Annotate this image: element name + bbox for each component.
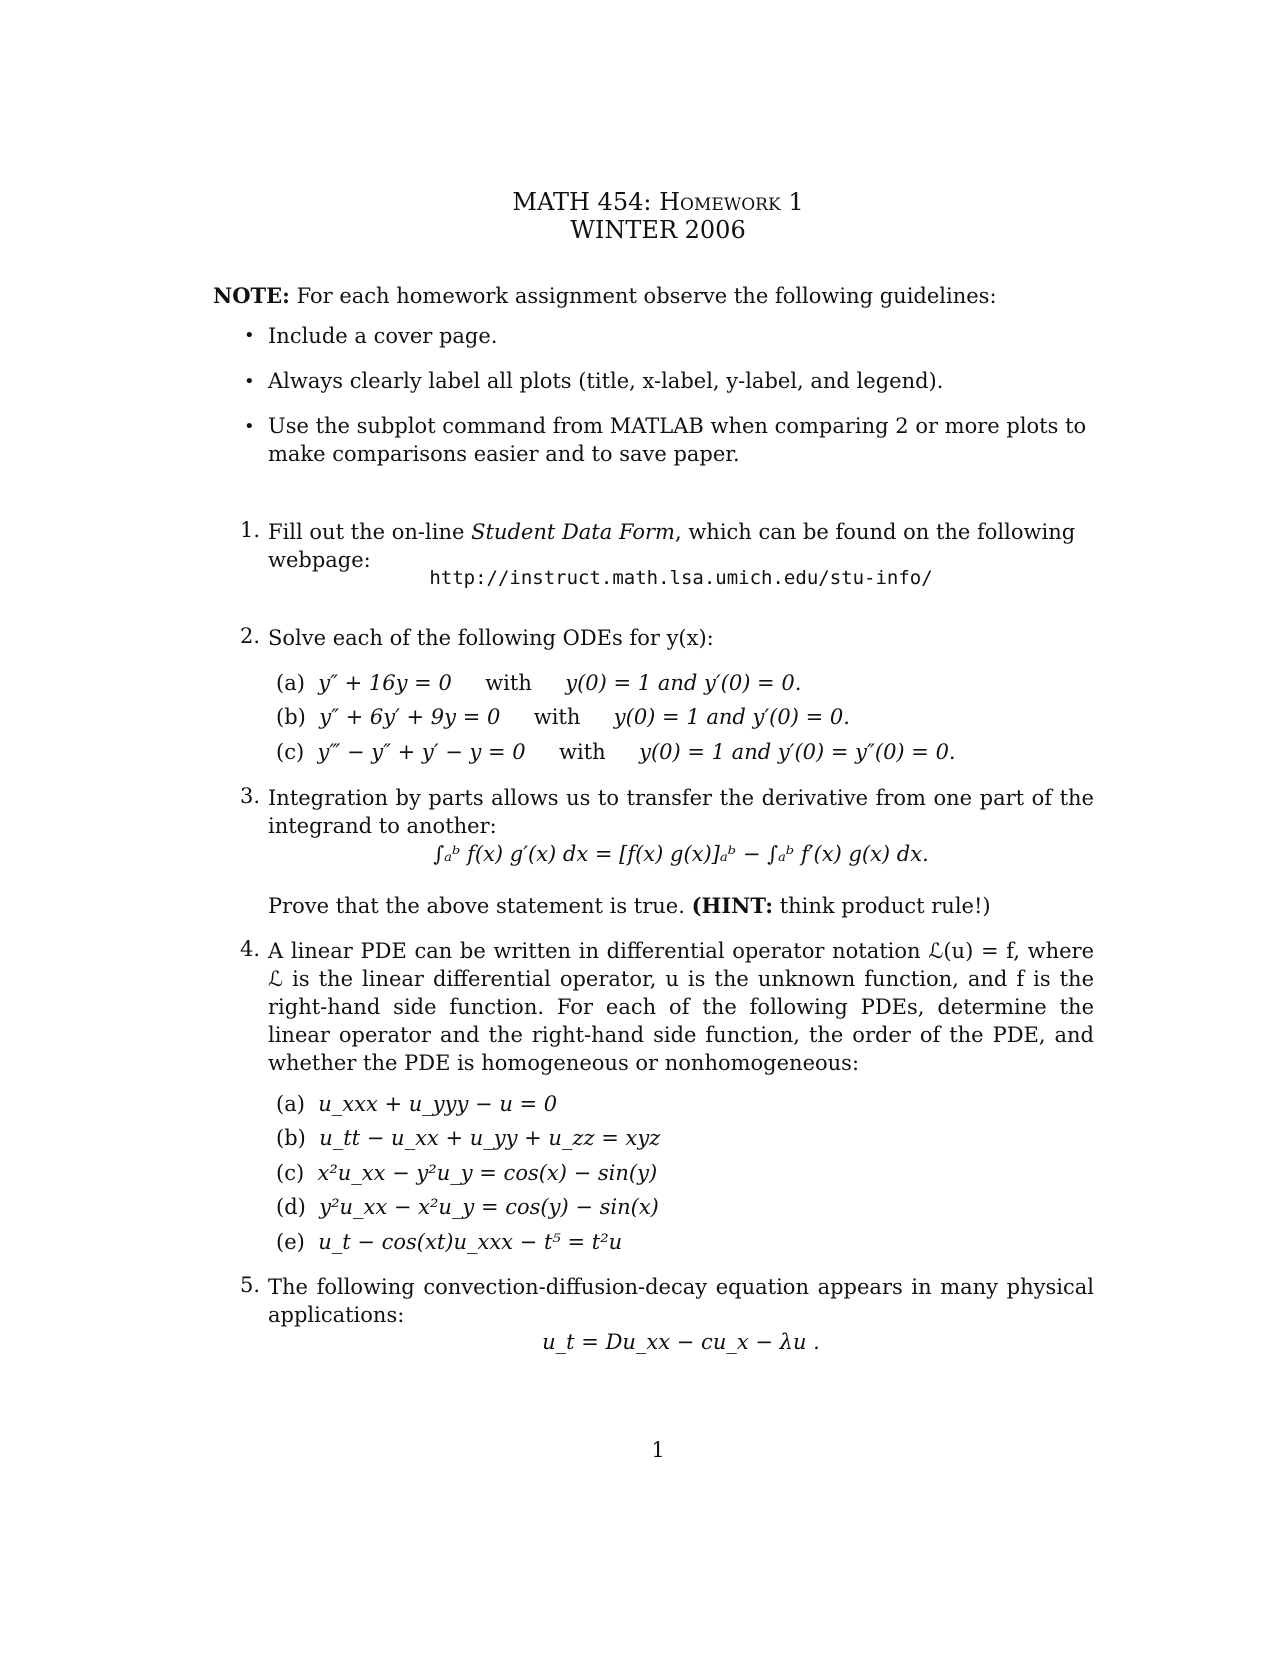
problem-4-number: 4.	[240, 937, 261, 961]
ode-b-initial-conditions: y(0) = 1 and y′(0) = 0.	[613, 705, 850, 729]
pde-c: (c) x²u_xx − y²u_y = cos(x) − sin(y)	[276, 1161, 658, 1185]
pde-d-equation: y²u_xx − x²u_y = cos(y) − sin(x)	[319, 1195, 659, 1219]
convection-diffusion-decay-equation: u_t = Du_xx − cu_x − λu .	[542, 1330, 820, 1354]
problem-3-text: Integration by parts allows us to transfer the derivative from one part of the integrand to another:	[268, 786, 1094, 838]
problem-1-number: 1.	[240, 518, 261, 542]
hint-label: (HINT:	[691, 893, 773, 918]
pde-b-equation: u_tt − u_xx + u_yy + u_zz = xyz	[319, 1126, 661, 1150]
ode-c: (c) y‴ − y″ + y′ − y = 0 with y(0) = 1 and y′(0) = y″(0) = 0.	[276, 740, 956, 764]
homework-label: Homework 1	[659, 188, 804, 216]
problem-4-text: A linear PDE can be written in differential operator notation ℒ(u) = f, where ℒ is the linear differential operator, u is the unknown function, and f is the right-hand side function. For each of the following PDEs, determine the linear operator and the right-hand side function, the order of the PDE, and whether the PDE is homogeneous or nonhomogeneous:	[268, 939, 1094, 1075]
student-data-form-emph: Student Data Form	[471, 520, 675, 544]
problem-3-prove: Prove that the above statement is true. (HINT: think product rule!)	[268, 893, 991, 918]
document-title: MATH 454: Homework 1	[512, 188, 804, 216]
note-intro: For each homework assignment observe the following guidelines:	[296, 284, 997, 308]
note-bullet-1: Include a cover page.	[268, 324, 498, 348]
ode-c-equation: y‴ − y″ + y′ − y = 0	[317, 740, 526, 764]
note-bullet-2: Always clearly label all plots (title, x-label, y-label, and legend).	[268, 369, 944, 393]
problem-1-text: Fill out the on-line Student Data Form, which can be found on the following webpage:	[268, 520, 1076, 572]
ode-b: (b) y″ + 6y′ + 9y = 0 with y(0) = 1 and y′(0) = 0.	[276, 705, 850, 729]
note-label: NOTE:	[213, 283, 290, 308]
pde-b: (b) u_tt − u_xx + u_yy + u_zz = xyz	[276, 1126, 661, 1150]
pde-a-equation: u_xxx + u_yyy − u = 0	[318, 1092, 558, 1116]
note-bullet-3: Use the subplot command from MATLAB when comparing 2 or more plots to make comparisons easier and to save paper.	[268, 414, 1087, 466]
note-heading	[213, 282, 1103, 310]
problem-2-intro: Solve each of the following ODEs for y(x):	[268, 626, 714, 650]
page-number: 1	[651, 1438, 665, 1462]
document-subtitle: WINTER 2006	[570, 216, 746, 244]
pde-e-equation: u_t − cos(xt)u_xxx − t⁵ = t²u	[318, 1230, 623, 1254]
problem-2-number: 2.	[240, 624, 261, 648]
ode-a-initial-conditions: y(0) = 1 and y′(0) = 0.	[565, 671, 802, 695]
pde-a: (a) u_xxx + u_yyy − u = 0	[276, 1092, 558, 1116]
pde-e: (e) u_t − cos(xt)u_xxx − t⁵ = t²u	[276, 1230, 623, 1254]
integration-by-parts-formula: ∫ₐᵇ f(x) g′(x) dx = [f(x) g(x)]ₐᵇ − ∫ₐᵇ f′(x) g(x) dx.	[433, 842, 929, 866]
ode-a-equation: y″ + 16y = 0	[318, 671, 452, 695]
problem-5-number: 5.	[240, 1273, 261, 1297]
pde-d: (d) y²u_xx − x²u_y = cos(y) − sin(x)	[276, 1195, 659, 1219]
ode-c-initial-conditions: y(0) = 1 and y′(0) = y″(0) = 0.	[639, 740, 956, 764]
bullet-icon: •	[244, 416, 255, 437]
problem-5-text: The following convection-diffusion-decay equation appears in many physical applications:	[268, 1275, 1094, 1327]
bullet-icon: •	[244, 371, 255, 392]
bullet-icon: •	[244, 325, 255, 346]
problem-3-number: 3.	[240, 784, 261, 808]
ode-a: (a) y″ + 16y = 0 with y(0) = 1 and y′(0) = 0.	[276, 671, 802, 695]
stu-info-url[interactable]: http://instruct.math.lsa.umich.edu/stu-info/	[429, 567, 933, 589]
pde-c-equation: x²u_xx − y²u_y = cos(x) − sin(y)	[317, 1161, 658, 1185]
ode-b-equation: y″ + 6y′ + 9y = 0	[319, 705, 501, 729]
